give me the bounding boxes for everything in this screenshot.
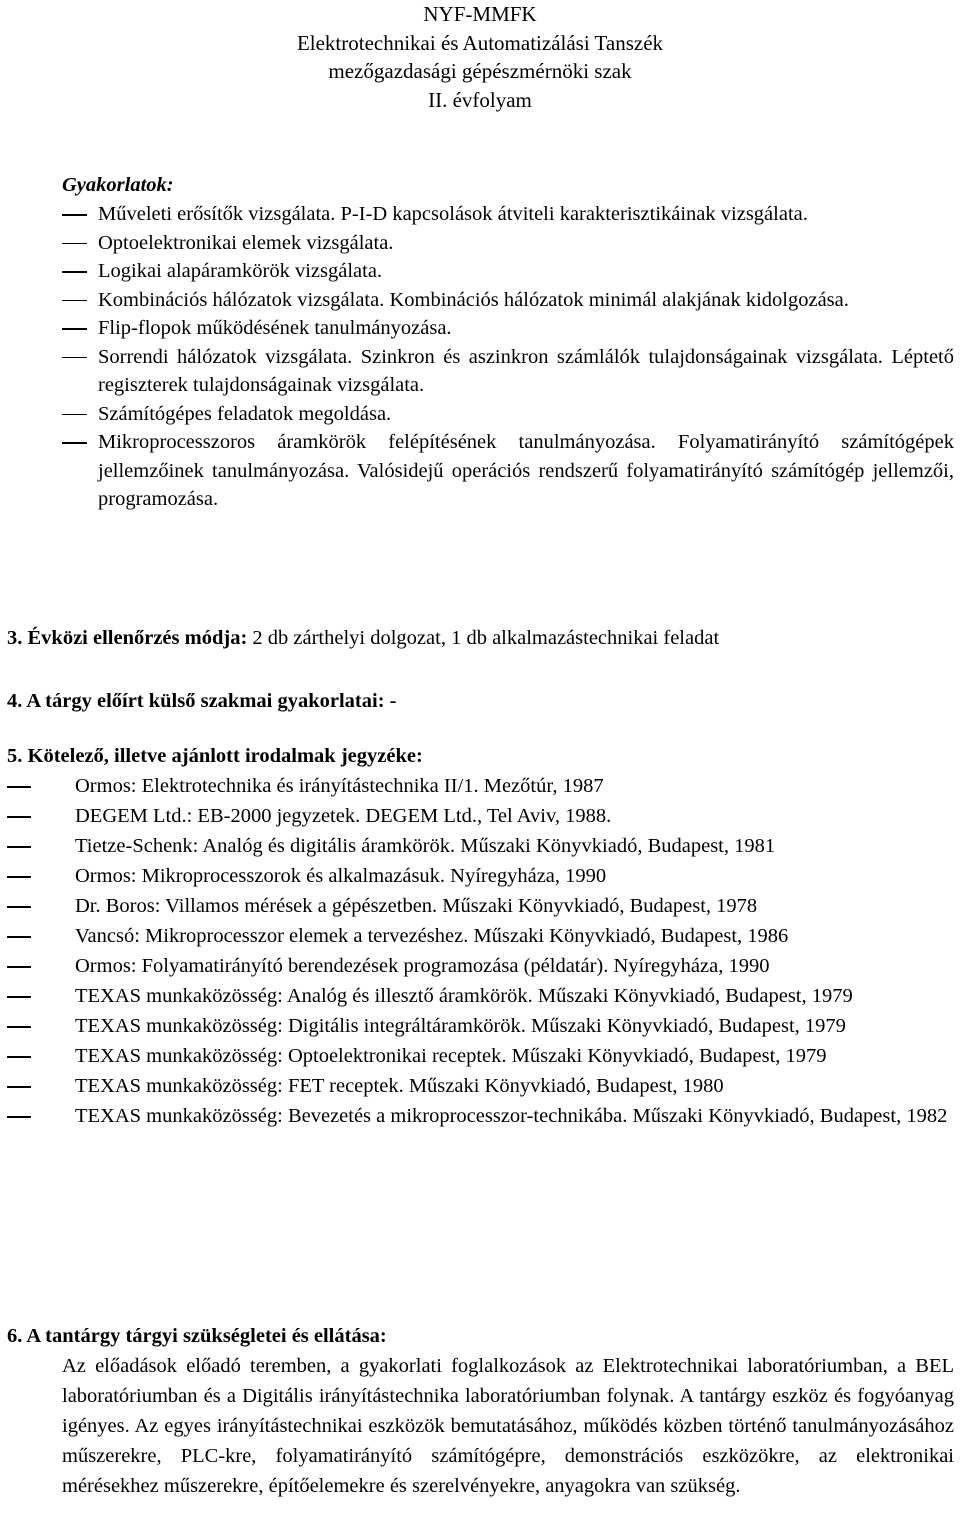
practice-item: Sorrendi hálózatok vizsgálata. Szinkron és aszinkron számlálók tulajdonságainak vizsgálata. Léptető regiszterek tulajdonságainak vizsgálata. bbox=[62, 343, 954, 400]
literature-item: Vancsó: Mikroprocesszor elemek a tervezéshez. Műszaki Könyvkiadó, Budapest, 1986 bbox=[7, 921, 954, 951]
literature-item: Ormos: Folyamatirányító berendezések programozása (példatár). Nyíregyháza, 1990 bbox=[7, 951, 954, 981]
literature-item: DEGEM Ltd.: EB-2000 jegyzetek. DEGEM Ltd., Tel Aviv, 1988. bbox=[7, 801, 954, 831]
practice-item: Műveleti erősítők vizsgálata. P-I-D kapcsolások átviteli karakterisztikáinak vizsgálata. bbox=[62, 200, 954, 229]
literature-list bbox=[7, 771, 954, 1131]
document-header bbox=[0, 0, 960, 114]
literature-item: TEXAS munkaközösség: Digitális integráltáramkörök. Műszaki Könyvkiadó, Budapest, 1979 bbox=[7, 1011, 954, 1041]
literature-section bbox=[7, 741, 954, 1131]
requirements-text: Az előadások előadó teremben, a gyakorlati foglalkozások az Elektrotechnikai laboratóriumban, a BEL laboratóriumban és a Digitális irányítástechnika laboratóriumban folynak. A tantárgy eszköz és fogyóanyag igényes. Az egyes irányítástechnikai eszközök bemutatásához, működés közben történő tanulmányozásához műszerekre, PLC-kre, folyamatirányító számítógépre, demonstrációs eszközökre, az elektronikai mérésekhez műszerekre, építőelemekre és szerelvényekre, anyagokra van szükség. bbox=[62, 1355, 954, 1497]
practices-section bbox=[62, 170, 954, 514]
literature-item: TEXAS munkaközösség: Analóg és illesztő áramkörök. Műszaki Könyvkiadó, Budapest, 1979 bbox=[7, 981, 954, 1011]
practice-item: Optoelektronikai elemek vizsgálata. bbox=[62, 229, 954, 258]
literature-item: TEXAS munkaközösség: Bevezetés a mikroprocesszor-technikába. Műszaki Könyvkiadó, Budapest, 1982 bbox=[7, 1101, 954, 1131]
practice-item: Logikai alapáramkörök vizsgálata. bbox=[62, 257, 954, 286]
literature-item: Tietze-Schenk: Analóg és digitális áramkörök. Műszaki Könyvkiadó, Budapest, 1981 bbox=[7, 831, 954, 861]
literature-item: TEXAS munkaközösség: Optoelektronikai receptek. Műszaki Könyvkiadó, Budapest, 1979 bbox=[7, 1041, 954, 1071]
literature-item: TEXAS munkaközösség: FET receptek. Műszaki Könyvkiadó, Budapest, 1980 bbox=[7, 1071, 954, 1101]
practice-item: Kombinációs hálózatok vizsgálata. Kombinációs hálózatok minimál alakjának kidolgozása. bbox=[62, 286, 954, 315]
literature-item: Dr. Boros: Villamos mérések a gépészetben. Műszaki Könyvkiadó, Budapest, 1978 bbox=[7, 891, 954, 921]
practice-item: Számítógépes feladatok megoldása. bbox=[62, 400, 954, 429]
external-practice-section bbox=[7, 686, 954, 716]
literature-label: 5. Kötelező, illetve ajánlott irodalmak jegyzéke: bbox=[7, 745, 423, 767]
external-practice-label: 4. A tárgy előírt külső szakmai gyakorlatai: - bbox=[7, 690, 397, 712]
requirements-section bbox=[7, 1321, 954, 1501]
assessment-label: 3. Évközi ellenőrzés módja: bbox=[7, 627, 248, 649]
assessment-section bbox=[7, 623, 954, 653]
header-line-program: mezőgazdasági gépészmérnöki szak bbox=[328, 59, 632, 83]
header-line-faculty: NYF-MMFK bbox=[423, 2, 537, 26]
header-line-department: Elektrotechnikai és Automatizálási Tanszék bbox=[296, 30, 664, 55]
header-line-year: II. évfolyam bbox=[428, 87, 532, 112]
practice-item: Flip-flopok működésének tanulmányozása. bbox=[62, 314, 954, 343]
literature-item: Ormos: Elektrotechnika és irányítástechnika II/1. Mezőtúr, 1987 bbox=[7, 771, 954, 801]
assessment-text: 2 db zárthelyi dolgozat, 1 db alkalmazástechnikai feladat bbox=[247, 627, 720, 649]
literature-item: Ormos: Mikroprocesszorok és alkalmazásuk. Nyíregyháza, 1990 bbox=[7, 861, 954, 891]
practices-list bbox=[62, 200, 954, 514]
practice-item: Mikroprocesszoros áramkörök felépítésének tanulmányozása. Folyamatirányító számítógépek jellemzőinek tanulmányozása. Valósidejű operációs rendszerű folyamatirányító számítógép jellemzői, programozása. bbox=[62, 428, 954, 514]
requirements-label: 6. A tantárgy tárgyi szükségletei és ellátása: bbox=[7, 1325, 387, 1347]
practices-title: Gyakorlatok: bbox=[62, 174, 174, 196]
